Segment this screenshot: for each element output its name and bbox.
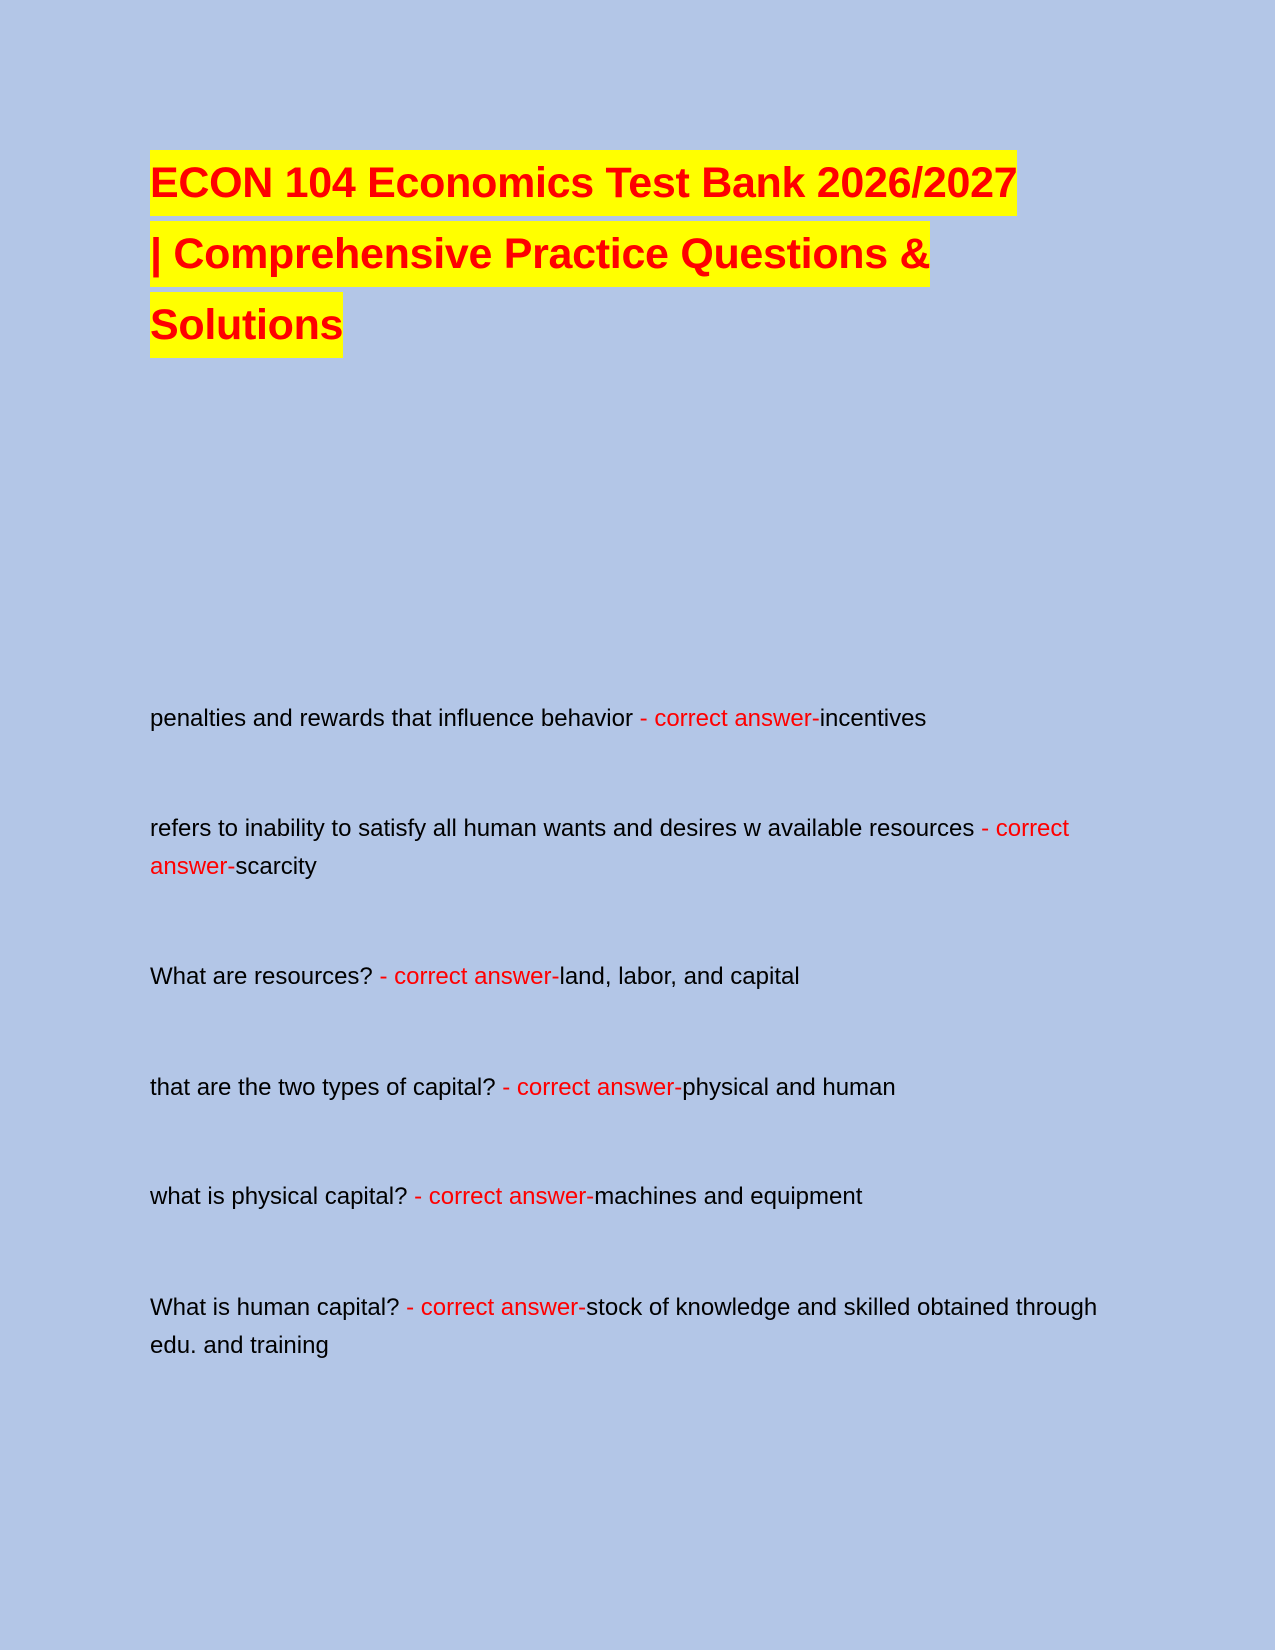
- qa-item: [150, 810, 1135, 886]
- document-title: [150, 150, 1150, 363]
- question-text: What are resources?: [150, 963, 380, 990]
- correct-answer-separator: - correct answer-: [406, 1294, 587, 1321]
- correct-answer-separator: - correct answer-: [379, 963, 560, 990]
- correct-answer-separator: - correct answer-: [150, 815, 1070, 880]
- question-text: refers to inability to satisfy all human wants and desires w available resources: [150, 815, 982, 842]
- title-line-3: Solutions: [150, 292, 343, 358]
- qa-item: [150, 958, 1135, 996]
- answer-text: stock of knowledge and skilled obtained through edu. and training: [150, 1294, 1098, 1359]
- title-line-2: | Comprehensive Practice Questions &: [150, 221, 930, 287]
- title-line-1: ECON 104 Economics Test Bank 2026/2027: [150, 150, 1017, 216]
- answer-text: scarcity: [235, 853, 317, 880]
- question-text: that are the two types of capital?: [150, 1074, 503, 1101]
- correct-answer-separator: - correct answer-: [639, 705, 820, 732]
- question-text: penalties and rewards that influence behavior: [150, 705, 640, 732]
- question-text: what is physical capital?: [150, 1183, 415, 1210]
- qa-item: [150, 700, 1135, 738]
- answer-text: physical and human: [682, 1074, 896, 1101]
- question-text: What is human capital?: [150, 1294, 407, 1321]
- qa-item: [150, 1069, 1135, 1107]
- answer-text: incentives: [819, 705, 927, 732]
- correct-answer-separator: - correct answer-: [414, 1183, 595, 1210]
- answer-text: land, labor, and capital: [559, 963, 800, 990]
- qa-item: [150, 1289, 1135, 1365]
- correct-answer-separator: - correct answer-: [502, 1074, 683, 1101]
- qa-item: [150, 1178, 1135, 1216]
- answer-text: machines and equipment: [594, 1183, 863, 1210]
